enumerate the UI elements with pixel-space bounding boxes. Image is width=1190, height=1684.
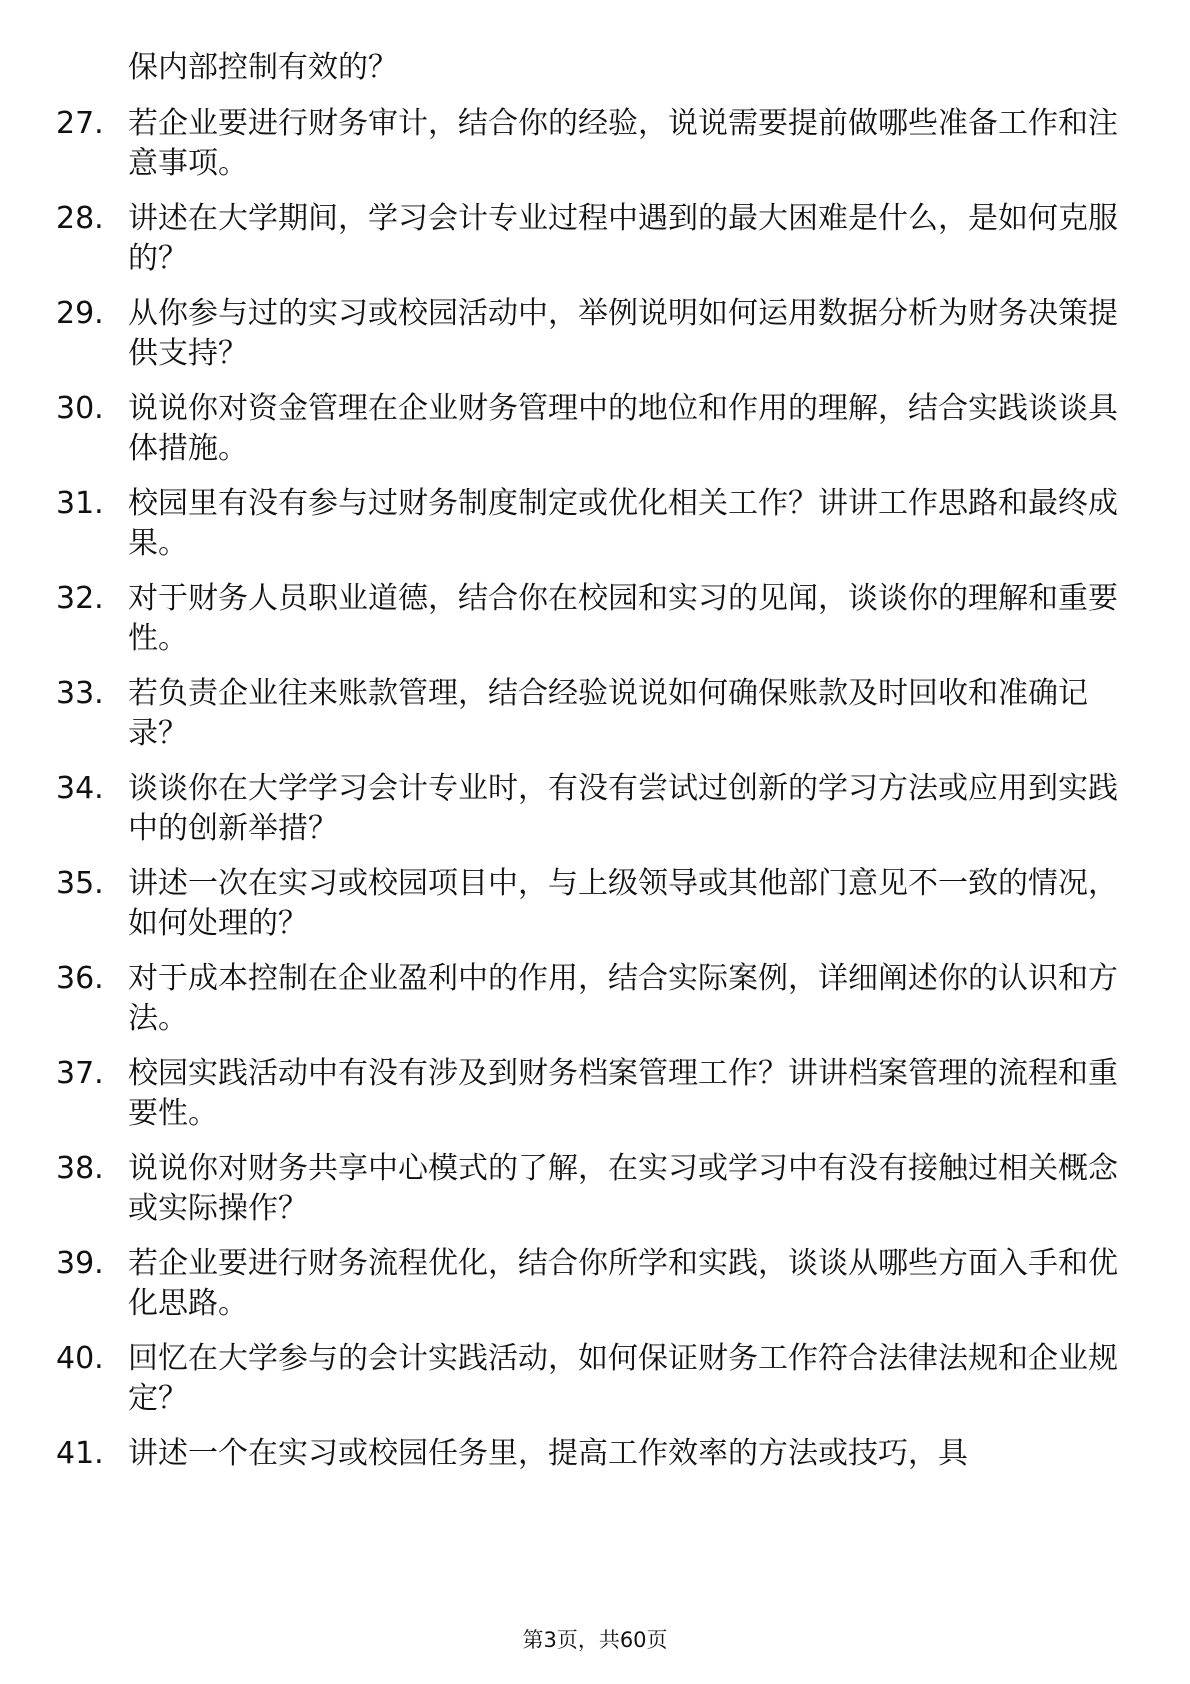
question-text: 从你参与过的实习或校园活动中，举例说明如何运用数据分析为财务决策提供支持？: [128, 296, 1118, 371]
question-number: 40.: [56, 1341, 104, 1376]
question-text: 讲述在大学期间，学习会计专业过程中遇到的最大困难是什么，是如何克服的？: [128, 201, 1118, 276]
list-item: [56, 959, 1126, 1039]
list-item: [56, 769, 1126, 849]
question-text: 谈谈你在大学学习会计专业时，有没有尝试过创新的学习方法或应用到实践中的创新举措？: [128, 771, 1118, 846]
question-text: 若企业要进行财务流程优化，结合你所学和实践，谈谈从哪些方面入手和优化思路。: [128, 1246, 1118, 1321]
question-number: 32.: [56, 581, 104, 616]
question-number: 37.: [56, 1056, 104, 1091]
question-text: 讲述一次在实习或校园项目中，与上级领导或其他部门意见不一致的情况，如何处理的？: [128, 866, 1118, 941]
question-text: 说说你对财务共享中心模式的了解，在实习或学习中有没有接触过相关概念或实际操作？: [128, 1151, 1118, 1226]
list-item: [56, 674, 1126, 754]
question-number: 29.: [56, 296, 104, 331]
list-item: [56, 1054, 1126, 1134]
question-number: 28.: [56, 201, 104, 236]
list-item: [56, 579, 1126, 659]
question-list: [56, 48, 1126, 1489]
list-item: [56, 1434, 1126, 1474]
question-text: 讲述一个在实习或校园任务里，提高工作效率的方法或技巧，具: [128, 1436, 968, 1471]
list-item: [56, 1149, 1126, 1229]
question-text: 校园实践活动中有没有涉及到财务档案管理工作？讲讲档案管理的流程和重要性。: [128, 1056, 1118, 1131]
question-number: 30.: [56, 391, 104, 426]
continued-question-text: 保内部控制有效的？: [128, 50, 398, 85]
question-number: 41.: [56, 1436, 104, 1471]
list-item: [56, 104, 1126, 184]
question-text: 对于成本控制在企业盈利中的作用，结合实际案例，详细阐述你的认识和方法。: [128, 961, 1118, 1036]
question-number: 35.: [56, 866, 104, 901]
list-item: [56, 1339, 1126, 1419]
list-item: [56, 864, 1126, 944]
list-item: [56, 199, 1126, 279]
question-number: 34.: [56, 771, 104, 806]
question-number: 27.: [56, 106, 104, 141]
list-item: [56, 484, 1126, 564]
question-number: 36.: [56, 961, 104, 996]
question-text: 说说你对资金管理在企业财务管理中的地位和作用的理解，结合实践谈谈具体措施。: [128, 391, 1118, 466]
question-text: 若负责企业往来账款管理，结合经验说说如何确保账款及时回收和准确记录？: [128, 676, 1088, 751]
list-item: [56, 389, 1126, 469]
question-number: 33.: [56, 676, 104, 711]
question-text: 校园里有没有参与过财务制度制定或优化相关工作？讲讲工作思路和最终成果。: [128, 486, 1118, 561]
question-number: 31.: [56, 486, 104, 521]
question-number: 38.: [56, 1151, 104, 1186]
list-item: [56, 294, 1126, 374]
page-number-footer: 第3页，共60页: [522, 1628, 668, 1652]
question-text: 若企业要进行财务审计，结合你的经验，说说需要提前做哪些准备工作和注意事项。: [128, 106, 1118, 181]
question-text: 回忆在大学参与的会计实践活动，如何保证财务工作符合法律法规和企业规定？: [128, 1341, 1118, 1416]
list-item: [56, 1244, 1126, 1324]
question-text: 对于财务人员职业道德，结合你在校园和实习的见闻，谈谈你的理解和重要性。: [128, 581, 1118, 656]
question-number: 39.: [56, 1246, 104, 1281]
